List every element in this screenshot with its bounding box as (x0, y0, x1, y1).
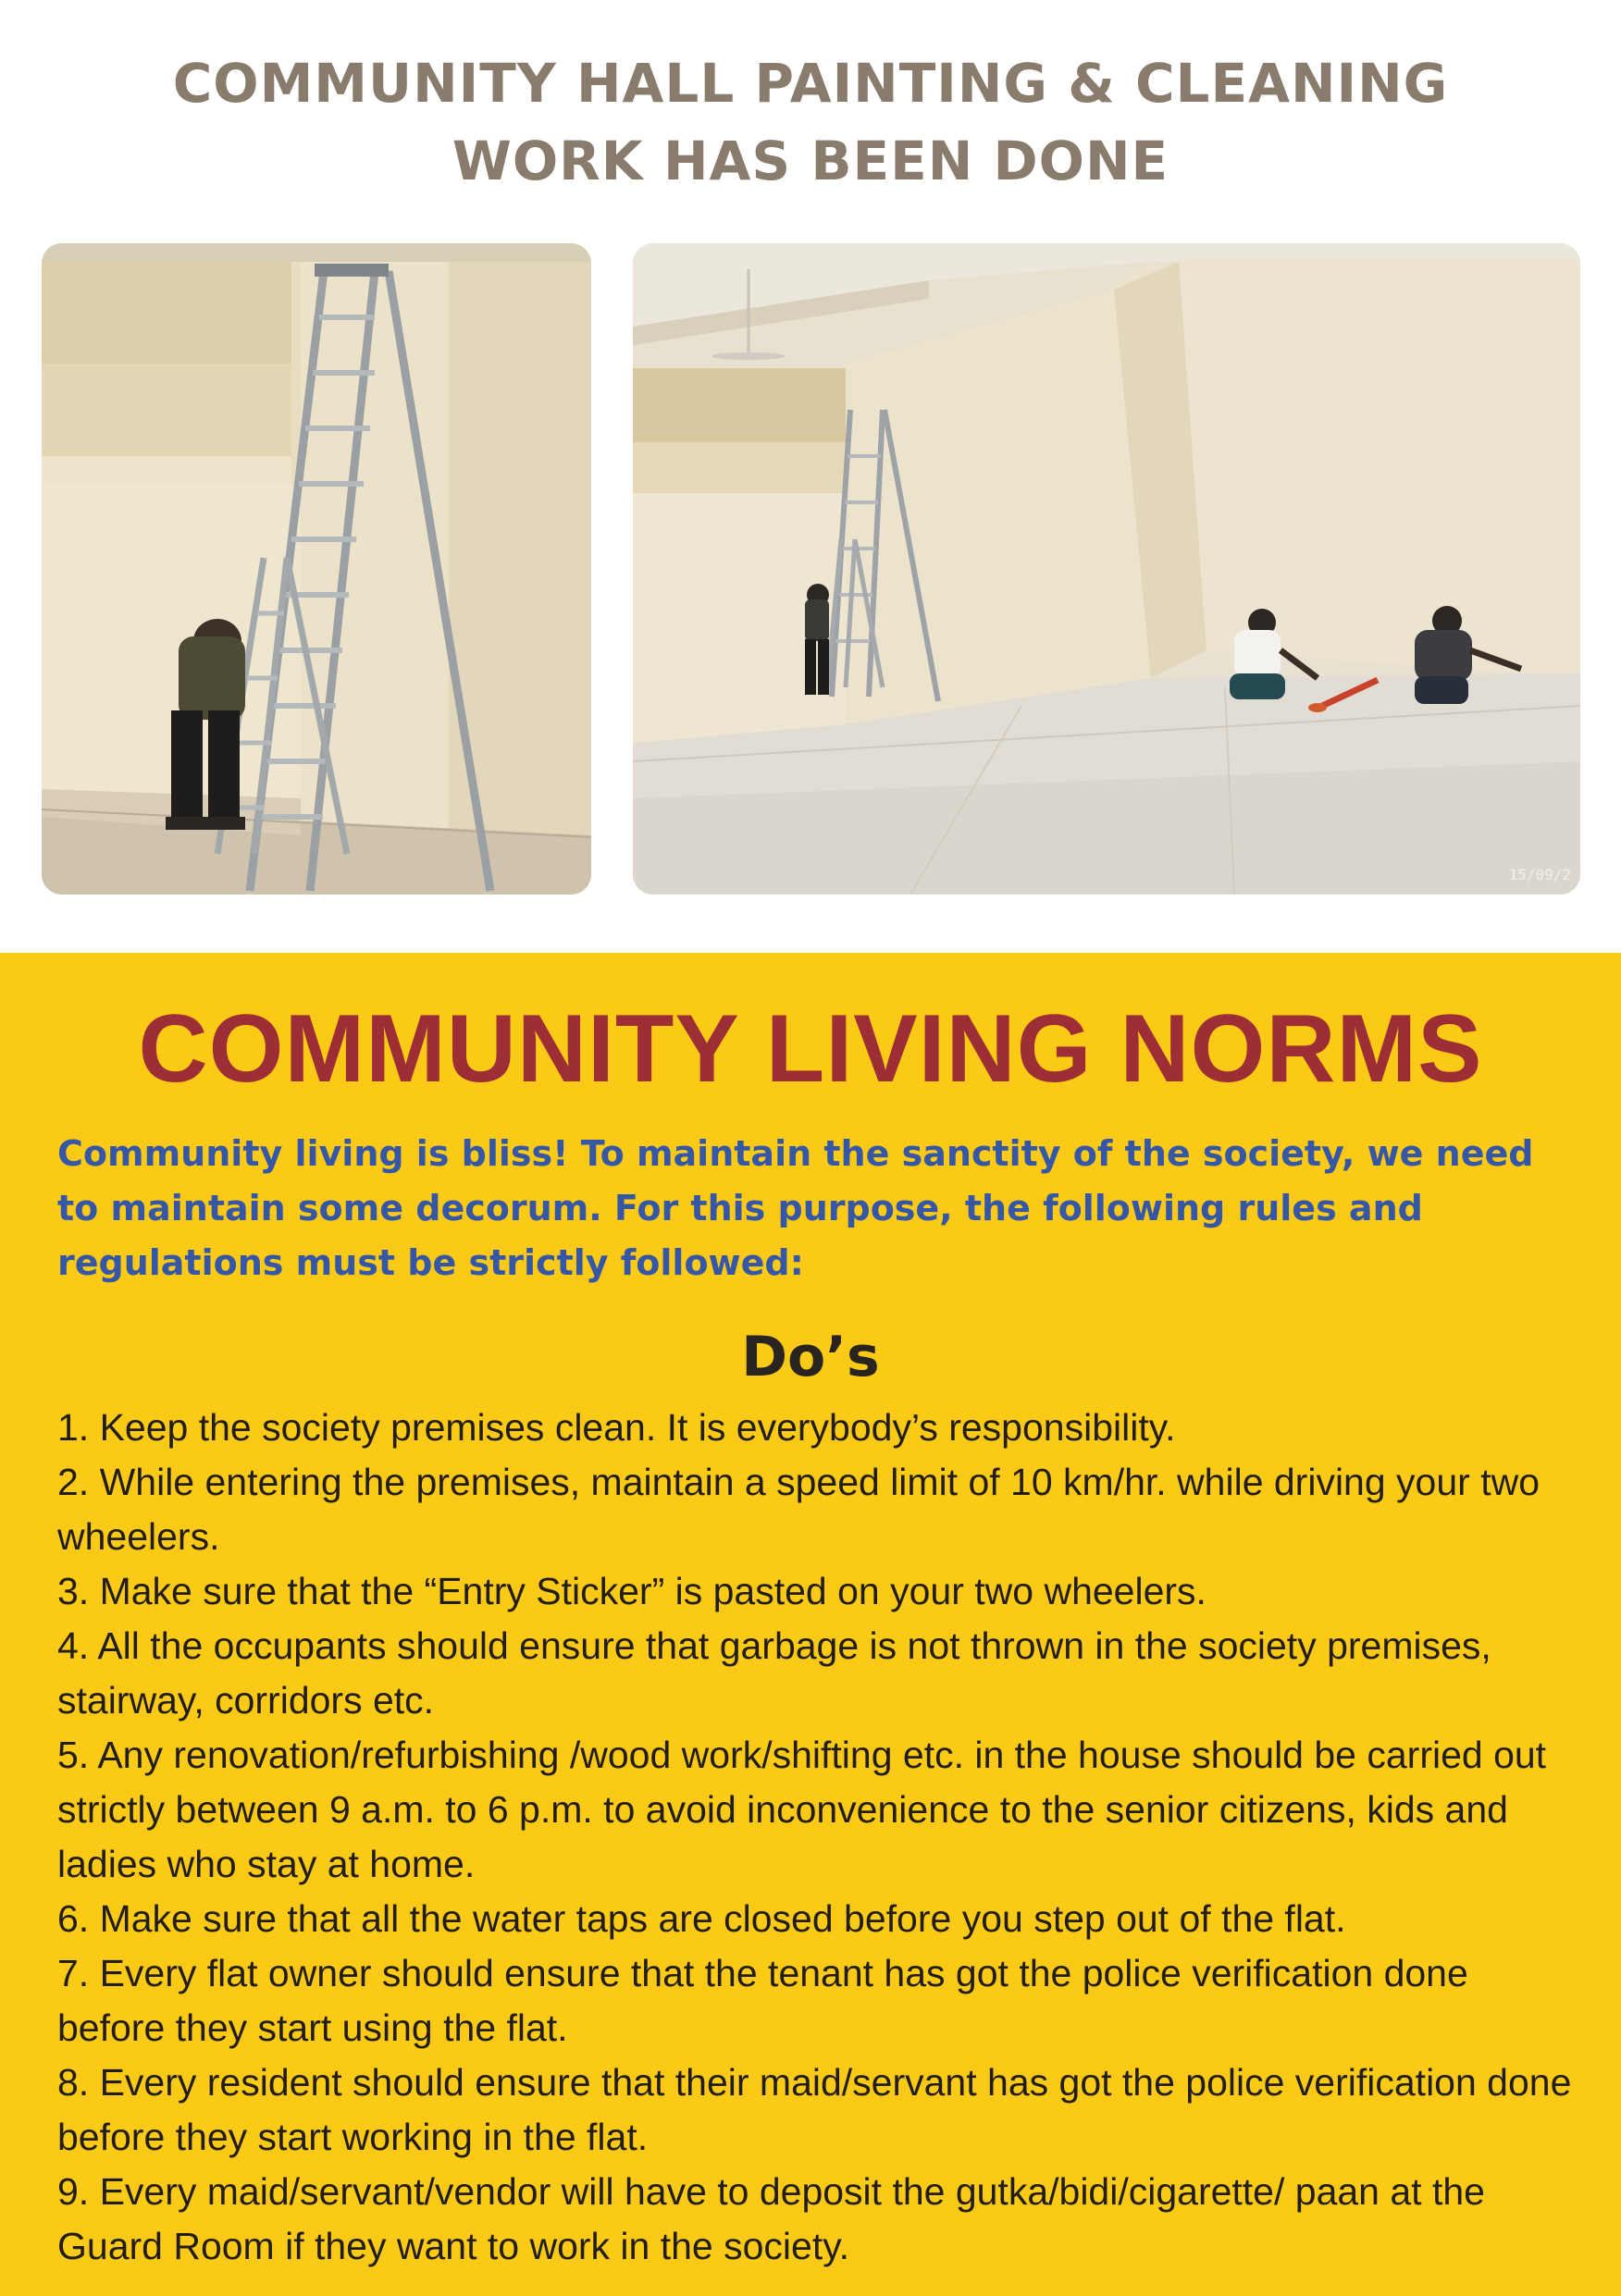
work-notice-title-line-2: WORK HAS BEEN DONE (452, 130, 1169, 192)
rule-item: 1. Keep the society premises clean. It is everybody’s responsibility. (57, 1406, 1176, 1449)
dos-rules-list (57, 1401, 1584, 2274)
photo-date-stamp: 15/09/2 (1508, 866, 1571, 883)
work-notice-title-line-1: COMMUNITY HALL PAINTING & CLEANING (172, 52, 1449, 115)
photo-worker-with-ladders-illustration (42, 243, 591, 895)
photo-hall-floor-cleaning-illustration (633, 243, 1580, 895)
work-notice-title (0, 44, 1621, 200)
work-notice-section (0, 0, 1621, 953)
rule-item: 5. Any renovation/refurbishing /wood work/shifting etc. in the house should be carried out strictly between 9 a.m. to 6 p.m. to avoid inconvenience to the senior citizens, kids and ladies who stay at home. (57, 1734, 1547, 1885)
rule-item: 6. Make sure that all the water taps are closed before you step out of the flat. (57, 1897, 1346, 1940)
photo-worker-with-ladders (42, 243, 591, 895)
dos-heading: Do’s (741, 1325, 880, 1389)
rule-item: 2. While entering the premises, maintain a speed limit of 10 km/hr. while driving your two wheelers. (57, 1461, 1541, 1558)
rule-item: 4. All the occupants should ensure that garbage is not thrown in the society premises, stairway, corridors etc. (57, 1624, 1491, 1722)
norms-title: COMMUNITY LIVING NORMS (138, 995, 1483, 1103)
photo-hall-floor-cleaning (633, 243, 1580, 895)
rule-item: 7. Every flat owner should ensure that the tenant has got the police verification done before they start using the flat. (57, 1952, 1468, 2049)
rule-item: 8. Every resident should ensure that their maid/servant has got the police verification done before they start working in the flat. (57, 2061, 1572, 2158)
rule-item: 9. Every maid/servant/vendor will have to deposit the gutka/bidi/cigarette/ paan at the Guard Room if they want to work in the society. (57, 2170, 1485, 2267)
rule-item: 3. Make sure that the “Entry Sticker” is pasted on your two wheelers. (57, 1570, 1206, 1612)
norms-intro: Community living is bliss! To maintain the sanctity of the society, we need to maintain some decorum. For this purpose, the following rules and regulations must be strictly followed: (57, 1133, 1534, 1283)
living-norms-section (0, 953, 1621, 2296)
